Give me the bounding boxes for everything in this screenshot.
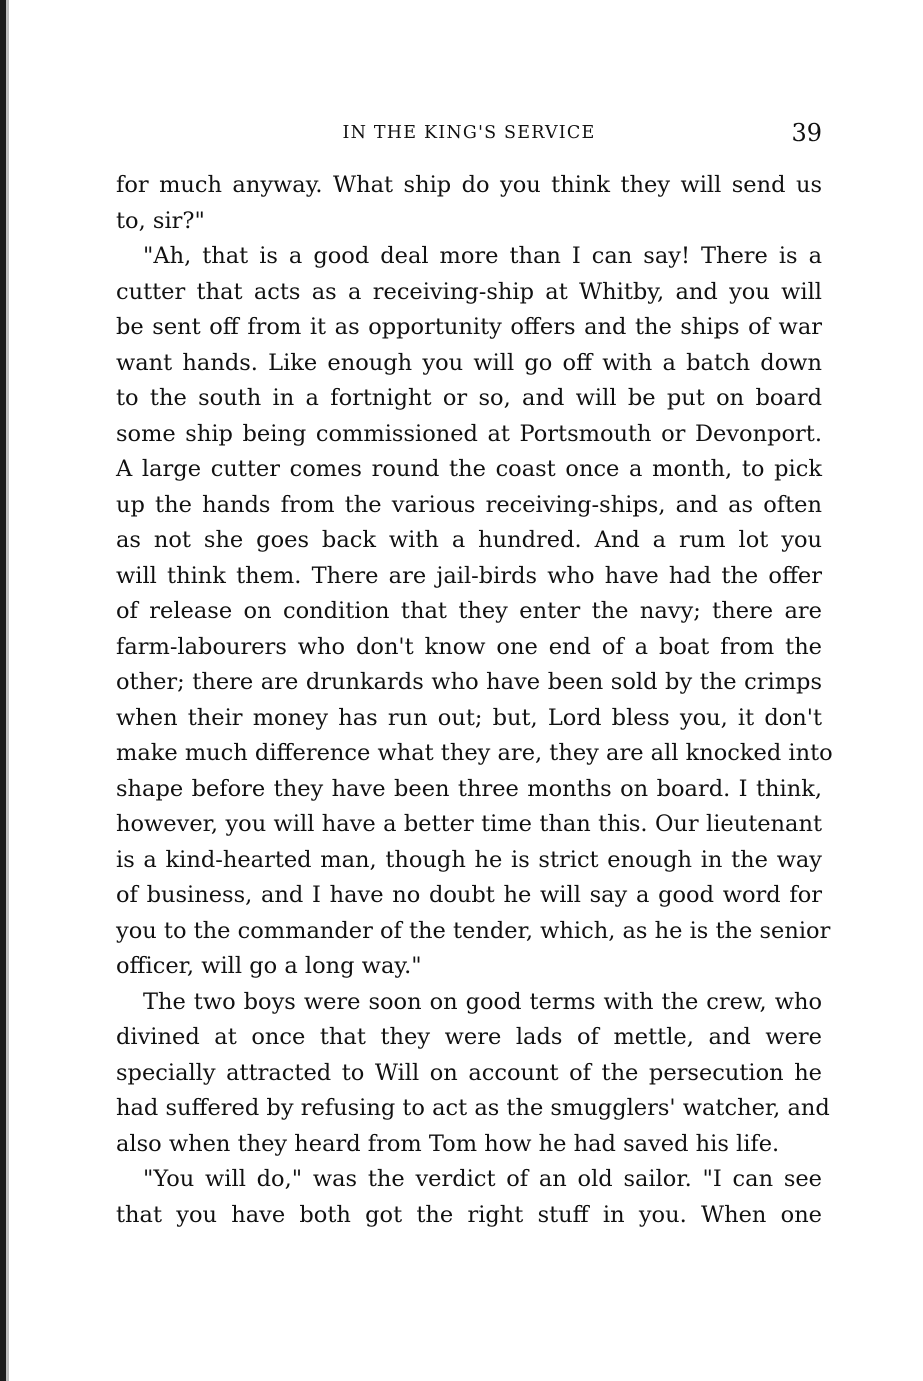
- text-line: be sent off from it as opportunity offers and the ships of war: [116, 314, 822, 340]
- text-line: had suffered by refusing to act as the smugglers' watcher, and: [116, 1095, 830, 1121]
- text-line: other; there are drunkards who have been sold by the crimps: [116, 669, 822, 695]
- page-header: [116, 119, 822, 151]
- text-line: make much difference what they are, they are all knocked into: [116, 740, 833, 766]
- text-line: to the south in a fortnight or so, and will be put on board: [116, 385, 822, 411]
- text-line: of business, and I have no doubt he will say a good word for: [116, 882, 822, 908]
- text-line: you to the commander of the tender, which, as he is the senior: [116, 917, 831, 944]
- text-line: A large cutter comes round the coast once a month, to pick: [116, 456, 822, 482]
- text-line: specially attracted to Will on account of the persecution he: [116, 1059, 822, 1086]
- text-line: divined at once that they were lads of mettle, and were: [116, 1024, 822, 1050]
- text-line: of release on condition that they enter the navy; there are: [116, 598, 822, 624]
- text-line: The two boys were soon on good terms with the crew, who: [143, 988, 822, 1015]
- text-line: up the hands from the various receiving-ships, and as often: [116, 491, 822, 518]
- scan-binding-shadow: [6, 0, 9, 1381]
- text-line: when their money has run out; but, Lord bless you, it don't: [116, 704, 822, 731]
- text-line: also when they heard from Tom how he had saved his life.: [116, 1130, 780, 1157]
- text-line: some ship being commissioned at Portsmouth or Devonport.: [116, 420, 822, 447]
- text-line: to, sir?": [116, 207, 205, 234]
- text-line: want hands. Like enough you will go off with a batch down: [116, 349, 822, 376]
- body-text: [116, 168, 833, 1233]
- text-line: farm-labourers who don't know one end of a boat from the: [116, 633, 822, 660]
- running-title: IN THE KING'S SERVICE: [342, 123, 596, 143]
- text-line: shape before they have been three months on board. I think,: [116, 775, 822, 802]
- text-line: will think them. There are jail-birds who have had the offer: [116, 562, 822, 589]
- text-line: for much anyway. What ship do you think they will send us: [116, 172, 822, 198]
- text-line: "Ah, that is a good deal more than I can say! There is a: [143, 243, 822, 269]
- text-line: "You will do," was the verdict of an old sailor. "I can see: [143, 1166, 822, 1192]
- page-number: 39: [791, 119, 822, 147]
- text-line: officer, will go a long way.": [116, 953, 422, 979]
- text-line: that you have both got the right stuff in you. When one: [116, 1201, 822, 1228]
- text-line: as not she goes back with a hundred. And a rum lot you: [116, 527, 822, 553]
- text-line: is a kind-hearted man, though he is strict enough in the way: [116, 846, 822, 873]
- text-line: however, you will have a better time than this. Our lieutenant: [116, 811, 822, 837]
- text-line: cutter that acts as a receiving-ship at Whitby, and you will: [116, 278, 822, 305]
